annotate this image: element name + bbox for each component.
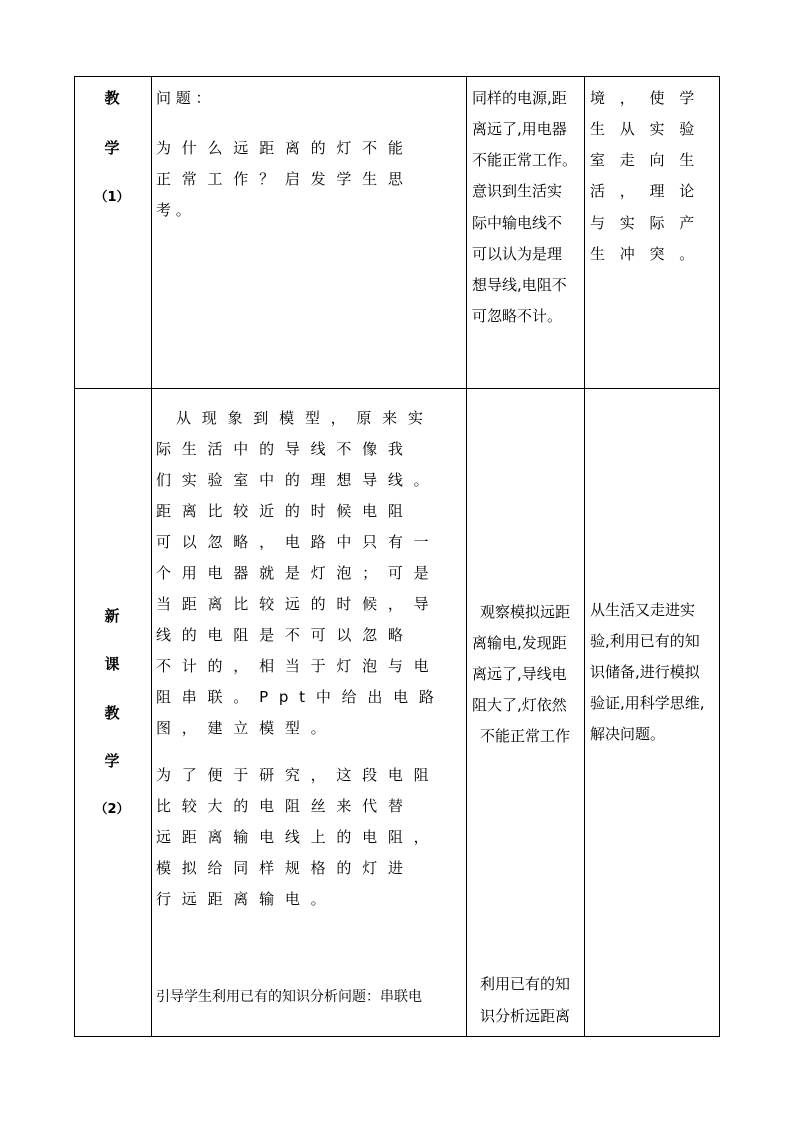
text-line: 离远了,用电器 xyxy=(472,120,567,138)
text-line: 行 远 距 离 输 电 。 xyxy=(156,890,329,908)
design-intent-cell xyxy=(590,389,717,1036)
stage-label: 新 xyxy=(104,607,120,625)
text-line: 解决问题。 xyxy=(590,725,666,743)
column-divider xyxy=(584,76,585,1037)
text-line: 验证,用科学思维, xyxy=(590,694,705,712)
text-line: 生 从 实 验 xyxy=(590,120,700,138)
text-line: 比 较 大 的 电 阻 丝 来 代 替 xyxy=(156,797,406,815)
text-line: 问 题 ： xyxy=(156,89,211,107)
text-line: 意识到生活实 xyxy=(472,182,563,200)
text-line: 不能正常工作 xyxy=(480,727,571,745)
column-divider xyxy=(151,76,152,1037)
text-line: 活 ， 理 论 xyxy=(590,182,700,200)
text-line: 际中输电线不 xyxy=(472,214,563,232)
text-line: 为 了 便 于 研 究 ， 这 段 电 阻 xyxy=(156,766,432,784)
text-line: 想导线,电阻不 xyxy=(472,276,567,294)
text-line: 考 。 xyxy=(156,201,191,219)
text-line: 离远了,导线电 xyxy=(472,665,567,683)
text-line: 们 实 验 室 中 的 理 想 导 线 。 xyxy=(156,471,432,489)
text-line: 验,利用已有的知 xyxy=(590,632,700,650)
stage-label: （1） xyxy=(94,190,130,205)
text-line: 当 距 离 比 较 远 的 时 候 ， 导 xyxy=(156,595,432,613)
text-line: 距 离 比 较 近 的 时 候 电 阻 xyxy=(156,502,406,520)
text-line: 阻大了,灯依然 xyxy=(472,696,567,714)
table-border-right xyxy=(719,76,720,1037)
lesson-plan-table xyxy=(74,76,720,1037)
student-activity-cell xyxy=(472,389,582,1036)
stage-label: 教 xyxy=(104,89,120,107)
stage-label: 课 xyxy=(104,655,120,673)
text-line: 线 的 电 阻 是 不 可 以 忽 略 xyxy=(156,626,406,644)
text-line: 可以认为是理 xyxy=(472,245,563,263)
text-line: 图 ， 建 立 模 型 。 xyxy=(156,719,329,737)
text-line: 同样的电源,距 xyxy=(472,89,567,107)
text-line: 离输电,发现距 xyxy=(472,634,567,652)
text-line: 正 常 工 作 ？ 启 发 学 生 思 xyxy=(156,170,406,188)
text-line: 引导学生利用已有的知识分析问题：串联电 xyxy=(156,989,422,1005)
stage-label: 学 xyxy=(104,139,120,157)
text-line: 从 现 象 到 模 型 ， 原 来 实 xyxy=(176,409,426,427)
text-line: 阻 串 联 。 P p t 中 给 出 电 路 xyxy=(156,688,437,706)
text-line: 可忽略不计。 xyxy=(472,307,563,325)
column-divider xyxy=(466,76,467,1037)
student-activity-cell xyxy=(472,76,582,388)
text-line: 际 生 活 中 的 导 线 不 像 我 xyxy=(156,440,406,458)
text-line: 模 拟 给 同 样 规 格 的 灯 进 xyxy=(156,859,406,877)
design-intent-cell xyxy=(590,76,717,388)
stage-cell xyxy=(74,76,151,388)
stage-label: 学 xyxy=(104,752,120,770)
text-line: 个 用 电 器 就 是 灯 泡 ； 可 是 xyxy=(156,564,432,582)
teacher-activity-cell xyxy=(156,76,461,388)
text-line: 与 实 际 产 xyxy=(590,214,700,232)
text-line: 可 以 忽 略 ， 电 路 中 只 有 一 xyxy=(156,533,432,551)
stage-cell xyxy=(74,389,151,1036)
text-line: 室 走 向 生 xyxy=(590,151,700,169)
text-line: 观察模拟远距 xyxy=(480,603,571,621)
text-line: 从生活又走进实 xyxy=(590,601,696,619)
text-line: 生 冲 突 。 xyxy=(590,245,700,263)
text-line: 不 计 的 ， 相 当 于 灯 泡 与 电 xyxy=(156,657,432,675)
text-line: 境 ， 使 学 xyxy=(590,89,700,107)
text-line: 利用已有的知 xyxy=(480,975,571,993)
text-line: 远 距 离 输 电 线 上 的 电 阻 ， xyxy=(156,828,432,846)
stage-label: （2） xyxy=(94,802,130,817)
text-line: 识分析远距离 xyxy=(480,1007,571,1025)
text-line: 不能正常工作。 xyxy=(472,151,578,169)
text-line: 识储备,进行模拟 xyxy=(590,663,700,681)
table-border-bottom xyxy=(74,1036,720,1037)
text-line: 为 什 么 远 距 离 的 灯 不 能 xyxy=(156,139,406,157)
stage-label: 教 xyxy=(104,704,120,722)
teacher-activity-cell xyxy=(156,389,461,1036)
